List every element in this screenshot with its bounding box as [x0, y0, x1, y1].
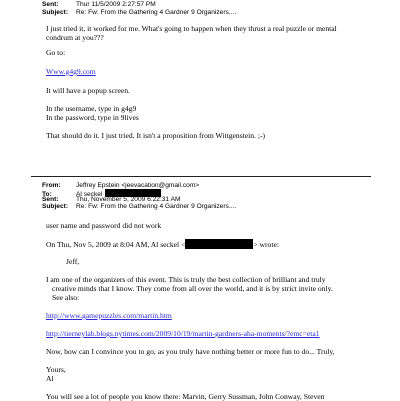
msg1-body-line: In the password, type in 9lives	[46, 113, 139, 122]
msg1-sent-row	[42, 1, 156, 8]
quote-attribution	[46, 239, 279, 249]
from-value: Jeffrey Epstein <jeevacation@gmail.com>	[76, 182, 200, 189]
msg1-body-line: It will have a popup screen.	[46, 86, 130, 95]
msg1-subject-row	[42, 9, 236, 16]
sent-label: Sent:	[42, 1, 59, 8]
from-label: From:	[42, 182, 61, 189]
redaction-box	[185, 239, 253, 249]
msg1-body-line: condrum at you???	[46, 33, 104, 42]
sent-label: Sent:	[42, 196, 59, 203]
sent-value: Thu, November 5, 2009 6:22:31 AM	[76, 196, 181, 203]
subject-value: Re: Fw: From the Gathering 4 Gardner 9 Organizers....	[76, 9, 237, 16]
msg1-body-line: I just tried it, it worked for me. What's going to happen when they thrust a real puzzle or mental	[46, 24, 337, 33]
last-line: You will see a lot of people you know there: Marvin, Gerry Sussman, John Conway, Steven	[46, 392, 325, 401]
msg2-subject-row	[42, 203, 236, 210]
para2: Now, how can I convince you to go, as you truly have nothing better or more fun to do... Truly,	[46, 347, 335, 356]
reply-line: user name and password did not work	[46, 221, 162, 230]
tierneylab-link[interactable]: http://tierneylab.blogs.nytimes.com/2009/10/19/martin-gardners-aha-moments/?emc=eta1	[46, 329, 320, 338]
para1-line: I am one of the organizers of this event. This is truly the best collection of brilliant and truly	[46, 275, 326, 284]
quote-prefix: On Thu, Nov 5, 2009 at 8:04 AM, Al seckel <	[46, 240, 186, 249]
gamepuzzles-link[interactable]: http://www.gamepuzzles.com/martin.htm	[46, 311, 172, 320]
closing-signature: Al	[46, 374, 54, 383]
subject-value: Re: Fw: From the Gathering 4 Gardner 9 Organizers....	[76, 203, 237, 210]
para1-line: See also:	[52, 293, 80, 302]
to-label: To:	[42, 191, 52, 198]
sent-value: Thur 11/5/2009 2:27:57 PM	[76, 1, 156, 8]
g4g9-link[interactable]: Www.g4g9.com	[46, 67, 96, 76]
msg1-body-line: That should do it. I just tried. It isn't a proposition from Wittgenstein. ;-)	[46, 131, 266, 140]
msg1-body-line: In the username, type in g4g9	[46, 104, 137, 113]
closing-yours: Yours,	[46, 365, 66, 374]
quote-suffix: > wrote:	[253, 240, 279, 249]
greeting: Jeff,	[66, 257, 80, 266]
subject-label: Subject:	[42, 203, 69, 210]
to-value: Al seckel	[76, 191, 103, 198]
message-divider	[31, 176, 371, 177]
msg1-body-line: Go to:	[46, 48, 66, 57]
para1-line: creative minds that I know. They come from all over the world, and it is by strict invite only.	[52, 284, 333, 293]
subject-label: Subject:	[42, 9, 69, 16]
